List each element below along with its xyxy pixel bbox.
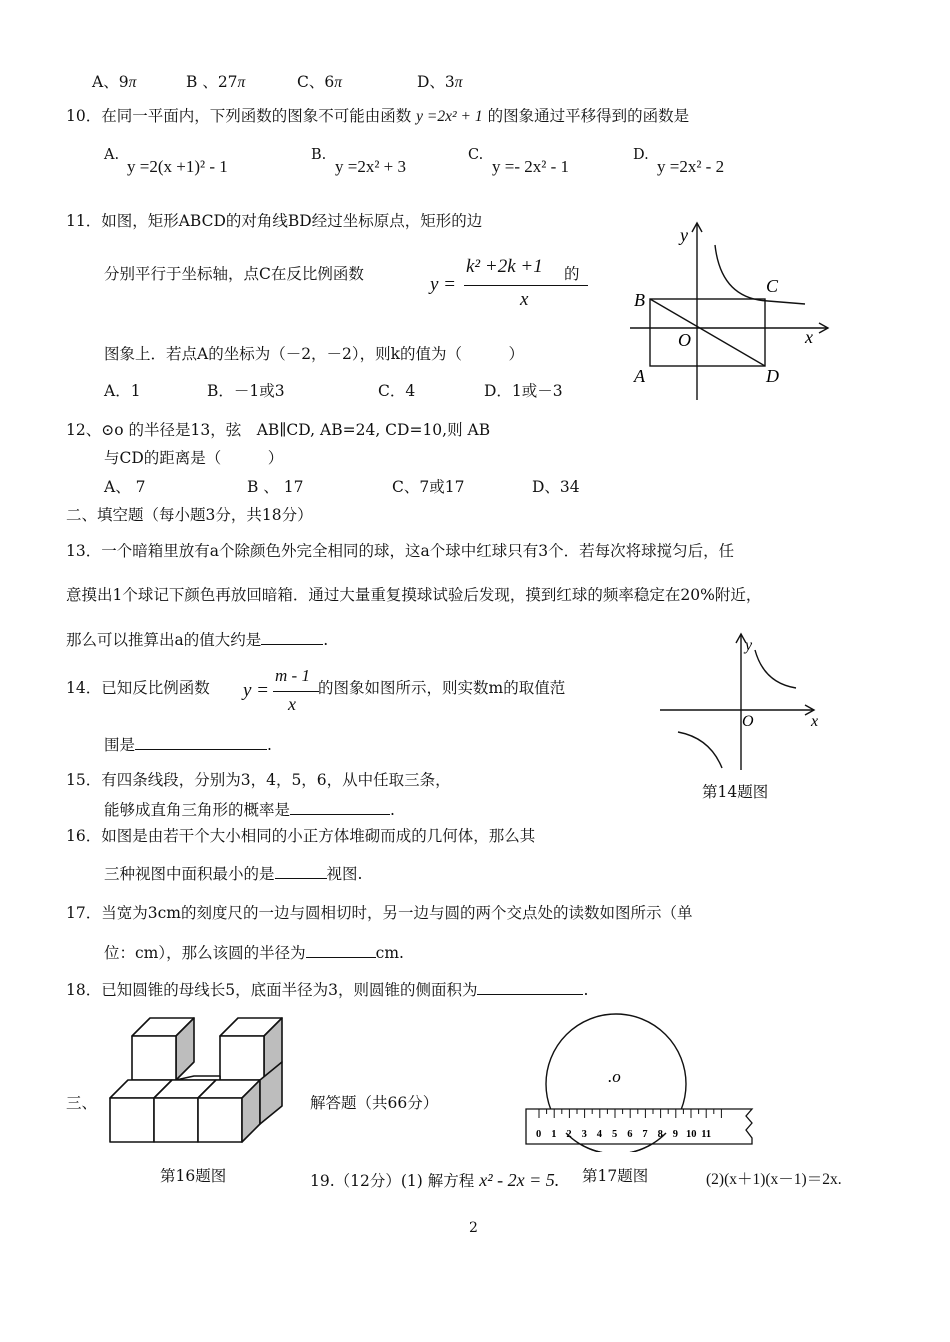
- q12-line1: 12、⊙o 的半径是13，弦 AB∥CD, AB=24, CD=10,则 AB: [66, 421, 491, 439]
- ruler-number: 1: [551, 1129, 557, 1140]
- ruler-number: 8: [657, 1129, 663, 1140]
- section3-title: 解答题（共66分）: [310, 1094, 439, 1112]
- q12-option-b: B 、 17: [247, 478, 304, 496]
- q10-option-a-label: A.: [104, 147, 120, 163]
- q10-option-c-expr: y =- 2x² - 1: [492, 157, 570, 176]
- q16-answer-blank: [275, 862, 327, 879]
- ruler-number: 10: [686, 1129, 697, 1140]
- q14-figure-caption: 第14题图: [702, 783, 769, 801]
- q12-line2: 与CD的距离是（ ）: [104, 449, 284, 467]
- q10-option-b-expr: y =2x² + 3: [335, 157, 407, 176]
- q10-option-a-expr: y =2(x +1)² - 1: [127, 157, 228, 176]
- q11-option-c: C．4: [378, 382, 416, 400]
- q14-label-x: x: [811, 713, 819, 730]
- q11-label-c: C: [766, 276, 779, 296]
- q18-answer-blank: [477, 978, 583, 995]
- q10-option-b-label: B.: [311, 147, 327, 163]
- q12-option-a: A、 7: [104, 478, 146, 496]
- q13-line1: 13．一个暗箱里放有a个除颜色外完全相同的球，这a个球中红球只有3个．若每次将球搅匀后，任: [66, 542, 735, 560]
- q11-label-y: y: [680, 225, 688, 245]
- q18-line1: 18．已知圆锥的母线长5，底面半径为3，则圆锥的侧面积为 .: [66, 978, 588, 1000]
- q16-figure-caption: 第16题图: [160, 1167, 227, 1185]
- q13-answer-blank: [261, 628, 323, 645]
- q11-line2b: 的: [564, 265, 580, 283]
- q9-option-b: B 、27π: [186, 73, 246, 91]
- q10-stem: 10．在同一平面内，下列函数的图象不可能由函数 y =2x² + 1 的图象通过平移得到的函数是: [66, 107, 690, 125]
- q11-option-b: B．－1或3: [207, 382, 285, 400]
- q9-option-a: A、9π: [92, 73, 137, 91]
- q11-label-o: O: [678, 330, 691, 350]
- q11-label-b: B: [634, 290, 645, 310]
- ruler-number: 0: [536, 1129, 542, 1140]
- q13-line3: 那么可以推算出a的值大约是 .: [66, 628, 328, 650]
- section2-title: 二、填空题（每小题3分，共18分）: [66, 506, 313, 524]
- q17-line2: 位：cm），那么该圆的半径为 cm.: [104, 941, 404, 963]
- q17-answer-blank: [306, 941, 376, 958]
- q12-option-c: C、7或17: [392, 478, 465, 496]
- ruler-number: 9: [672, 1129, 679, 1140]
- ruler-number: 3: [581, 1129, 587, 1140]
- ruler-number: 6: [627, 1129, 633, 1140]
- q14-answer-blank: [135, 733, 267, 750]
- q16-line1: 16．如图是由若干个大小相同的小正方体堆砌而成的几何体，那么其: [66, 827, 536, 845]
- q11-line3: 图象上．若点A的坐标为（－2，－2），则k的值为（ ）: [104, 345, 525, 363]
- q15-line1: 15．有四条线段，分别为3，4，5，6，从中任取三条，: [66, 771, 451, 789]
- ruler-number: 11: [701, 1129, 712, 1140]
- q10-option-d-expr: y =2x² - 2: [657, 157, 725, 176]
- q17-center-label: .o: [608, 1067, 621, 1086]
- q13-line2: 意摸出1个球记下颜色再放回暗箱．通过大量重复摸球试验后发现，摸到红球的频率稳定在20%附近，: [66, 586, 762, 604]
- q11-label-x: x: [805, 327, 813, 347]
- section3-number: 三、: [66, 1094, 98, 1112]
- q11-label-d: D: [766, 366, 779, 386]
- q14-line1b: 的图象如图所示，则实数m的取值范: [318, 679, 566, 697]
- q17-figure-caption: 第17题图: [582, 1167, 649, 1185]
- q16-figure: [104, 1012, 304, 1152]
- q11-formula: y = k² +2k +1 x: [430, 256, 610, 316]
- q11-line1: 11．如图，矩形ABCD的对角线BD经过坐标原点，矩形的边: [66, 212, 483, 230]
- q9-option-d: D、3π: [417, 73, 463, 91]
- ruler-number: 4: [596, 1129, 603, 1140]
- q15-answer-blank: [290, 798, 390, 815]
- q10-option-d-label: D.: [633, 147, 649, 163]
- q11-figure: [620, 215, 840, 405]
- ruler-number: 2: [566, 1129, 572, 1140]
- q17-figure: [520, 1012, 760, 1152]
- q12-option-d: D、34: [532, 478, 580, 496]
- q11-line2a: 分别平行于坐标轴，点C在反比例函数: [104, 265, 364, 283]
- q14-figure: [654, 628, 834, 773]
- q16-line2: 三种视图中面积最小的是 视图.: [104, 862, 362, 884]
- q14-label-o: O: [742, 713, 754, 730]
- q14-formula: y = m - 1 x: [243, 668, 323, 718]
- q10-option-c-label: C.: [468, 147, 484, 163]
- page-number: 2: [469, 1220, 478, 1236]
- q14-line1a: 14．已知反比例函数: [66, 679, 210, 697]
- q11-option-d: D．1或－3: [484, 382, 563, 400]
- q17-line1: 17．当宽为3cm的刻度尺的一边与圆相切时，另一边与圆的两个交点处的读数如图所示（单: [66, 904, 693, 922]
- q9-option-c: C、6π: [297, 73, 342, 91]
- q15-line2: 能够成直角三角形的概率是 .: [104, 798, 395, 820]
- ruler-number: 7: [642, 1129, 648, 1140]
- q19-stem: 19.（12分）(1) 解方程 x² - 2x = 5.: [310, 1170, 560, 1190]
- q14-label-y: y: [745, 637, 753, 654]
- q19-part2: (2)(x＋1)(x－1)＝2x.: [706, 1171, 842, 1188]
- ruler-number: 5: [612, 1129, 618, 1140]
- q11-option-a: A．1: [104, 382, 141, 400]
- q14-line2: 围是 .: [104, 733, 272, 755]
- q11-label-a: A: [634, 366, 645, 386]
